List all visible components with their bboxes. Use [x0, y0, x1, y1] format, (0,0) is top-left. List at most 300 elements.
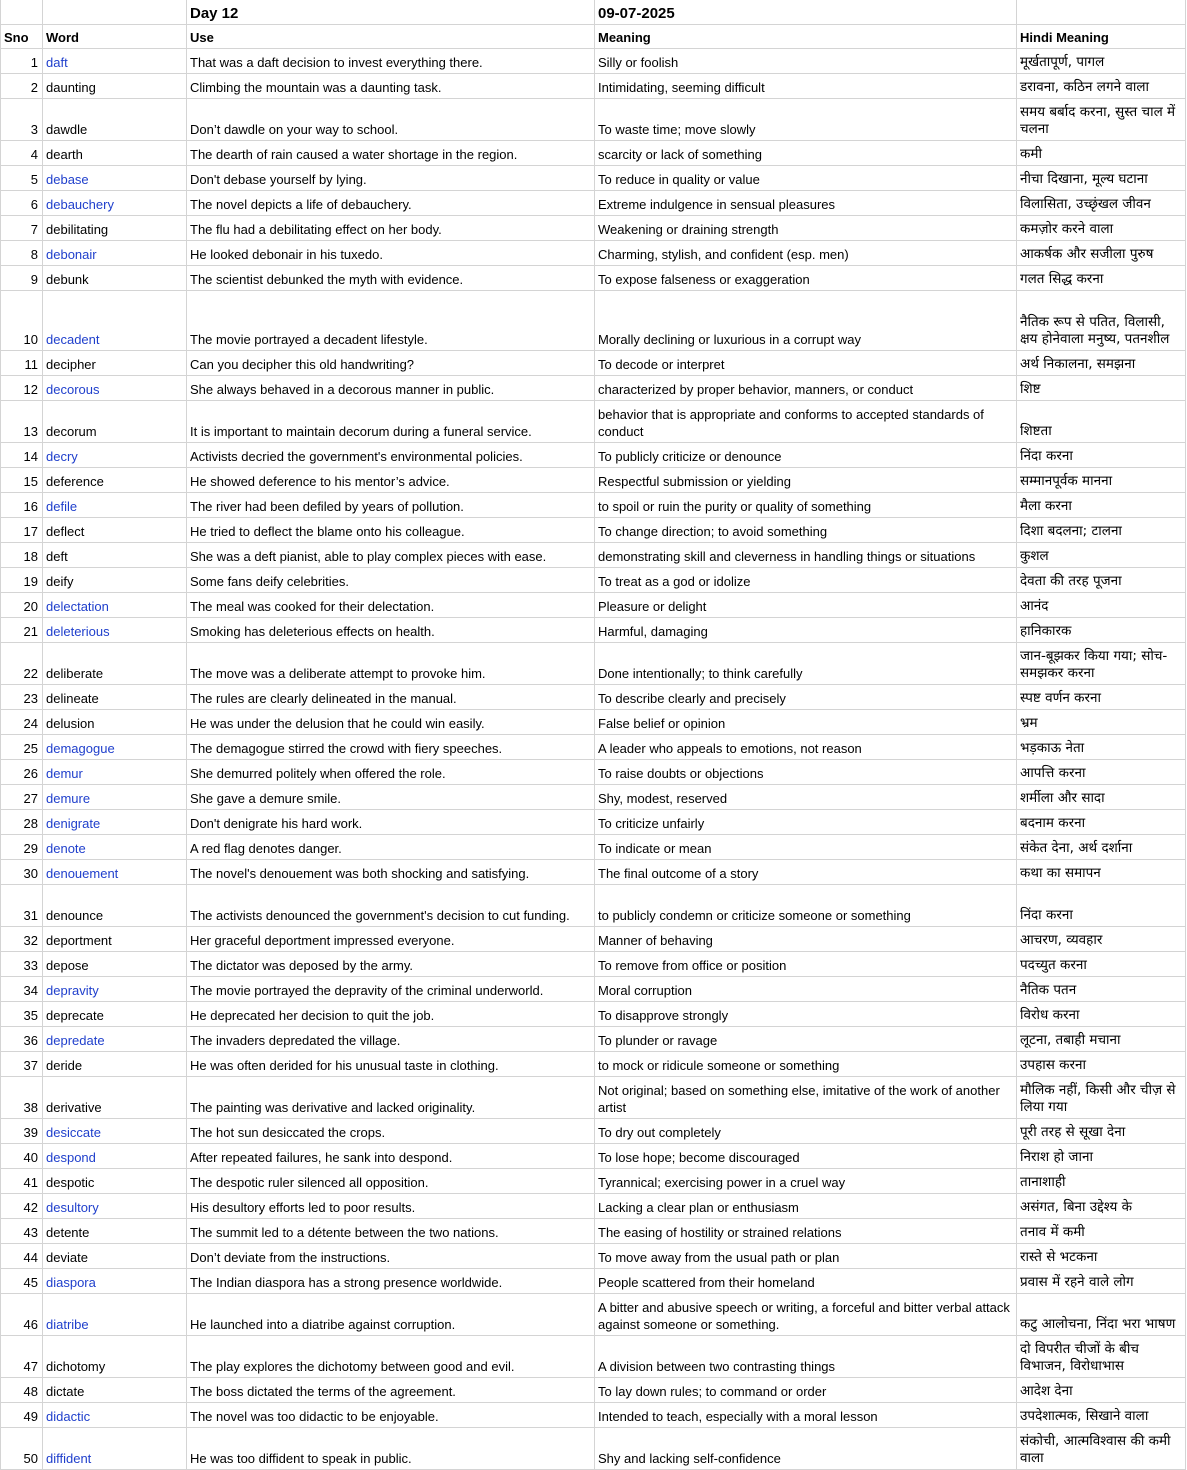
table-row [1, 191, 1186, 216]
use-cell[interactable]: The Indian diaspora has a strong presence worldwide. [187, 1269, 595, 1294]
word-cell[interactable]: diatribe [43, 1294, 187, 1336]
table-row [1, 1002, 1186, 1027]
meaning-cell[interactable]: To raise doubts or objections [595, 760, 1017, 785]
meaning-cell[interactable]: To dry out completely [595, 1119, 1017, 1144]
table-row [1, 810, 1186, 835]
sno-cell[interactable]: 24 [1, 710, 43, 735]
word-cell[interactable]: daft [43, 49, 187, 74]
use-cell[interactable]: The dearth of rain caused a water shortage in the region. [187, 141, 595, 166]
sno-cell[interactable]: 36 [1, 1027, 43, 1052]
word-cell[interactable]: deference [43, 468, 187, 493]
sno-cell[interactable]: 1 [1, 49, 43, 74]
meaning-cell[interactable]: To treat as a god or idolize [595, 568, 1017, 593]
meaning-cell[interactable]: A bitter and abusive speech or writing, a forceful and bitter verbal attack against someone or something. [595, 1294, 1017, 1336]
sno-cell[interactable]: 21 [1, 618, 43, 643]
meaning-cell[interactable]: scarcity or lack of something [595, 141, 1017, 166]
sno-cell[interactable]: 27 [1, 785, 43, 810]
sno-cell[interactable]: 43 [1, 1219, 43, 1244]
meaning-cell[interactable]: Moral corruption [595, 977, 1017, 1002]
word-cell[interactable]: desiccate [43, 1119, 187, 1144]
word-cell[interactable]: deride [43, 1052, 187, 1077]
use-cell[interactable]: She was a deft pianist, able to play complex pieces with ease. [187, 543, 595, 568]
word-cell[interactable]: decadent [43, 291, 187, 351]
hindi-cell[interactable]: तानाशाही [1017, 1169, 1186, 1194]
use-cell[interactable]: He showed deference to his mentor’s advice. [187, 468, 595, 493]
meaning-cell[interactable]: Lacking a clear plan or enthusiasm [595, 1194, 1017, 1219]
title-cell-b[interactable] [43, 0, 187, 25]
sno-cell[interactable]: 8 [1, 241, 43, 266]
hindi-cell[interactable]: पूरी तरह से सूखा देना [1017, 1119, 1186, 1144]
use-cell[interactable]: The river had been defiled by years of pollution. [187, 493, 595, 518]
use-cell[interactable]: The summit led to a détente between the two nations. [187, 1219, 595, 1244]
word-cell[interactable]: denounce [43, 885, 187, 927]
table-row [1, 1052, 1186, 1077]
meaning-cell[interactable]: characterized by proper behavior, manners, or conduct [595, 376, 1017, 401]
word-cell[interactable]: deft [43, 543, 187, 568]
word-cell[interactable]: denote [43, 835, 187, 860]
meaning-cell[interactable]: Extreme indulgence in sensual pleasures [595, 191, 1017, 216]
meaning-cell[interactable]: A leader who appeals to emotions, not reason [595, 735, 1017, 760]
title-cell-a[interactable] [1, 0, 43, 25]
word-cell[interactable]: deviate [43, 1244, 187, 1269]
sno-cell[interactable]: 41 [1, 1169, 43, 1194]
sno-cell[interactable]: 44 [1, 1244, 43, 1269]
sno-cell[interactable]: 33 [1, 952, 43, 977]
hindi-cell[interactable]: सम्मानपूर्वक मानना [1017, 468, 1186, 493]
table-row [1, 1119, 1186, 1144]
word-cell[interactable]: didactic [43, 1403, 187, 1428]
hindi-cell[interactable]: आनंद [1017, 593, 1186, 618]
use-cell[interactable]: The scientist debunked the myth with evidence. [187, 266, 595, 291]
meaning-cell[interactable]: To lay down rules; to command or order [595, 1378, 1017, 1403]
use-cell[interactable]: The invaders depredated the village. [187, 1027, 595, 1052]
hindi-cell[interactable]: स्पष्ट वर्णन करना [1017, 685, 1186, 710]
sno-cell[interactable]: 11 [1, 351, 43, 376]
table-row [1, 49, 1186, 74]
sno-cell[interactable]: 16 [1, 493, 43, 518]
sno-cell[interactable]: 31 [1, 885, 43, 927]
word-cell[interactable]: demagogue [43, 735, 187, 760]
meaning-cell[interactable]: To indicate or mean [595, 835, 1017, 860]
table-row [1, 351, 1186, 376]
hindi-cell[interactable]: कटु आलोचना, निंदा भरा भाषण [1017, 1294, 1186, 1336]
meaning-cell[interactable]: Harmful, damaging [595, 618, 1017, 643]
hindi-cell[interactable]: शर्मीला और सादा [1017, 785, 1186, 810]
use-cell[interactable]: He launched into a diatribe against corruption. [187, 1294, 595, 1336]
hindi-cell[interactable]: आपत्ति करना [1017, 760, 1186, 785]
sno-cell[interactable]: 42 [1, 1194, 43, 1219]
hindi-cell[interactable]: रास्ते से भटकना [1017, 1244, 1186, 1269]
sno-cell[interactable]: 18 [1, 543, 43, 568]
hindi-cell[interactable]: डरावना, कठिन लगने वाला [1017, 74, 1186, 99]
use-cell[interactable]: A red flag denotes danger. [187, 835, 595, 860]
hindi-cell[interactable]: कथा का समापन [1017, 860, 1186, 885]
use-cell[interactable]: She demurred politely when offered the role. [187, 760, 595, 785]
use-cell[interactable]: He looked debonair in his tuxedo. [187, 241, 595, 266]
word-cell[interactable]: derivative [43, 1077, 187, 1119]
use-cell[interactable]: That was a daft decision to invest everything there. [187, 49, 595, 74]
table-row [1, 685, 1186, 710]
meaning-cell[interactable]: Silly or foolish [595, 49, 1017, 74]
sno-cell[interactable]: 50 [1, 1428, 43, 1470]
sno-cell[interactable]: 17 [1, 518, 43, 543]
sno-cell[interactable]: 15 [1, 468, 43, 493]
hindi-cell[interactable]: पदच्युत करना [1017, 952, 1186, 977]
use-cell[interactable]: The activists denounced the government's decision to cut funding. [187, 885, 595, 927]
title-cell-e[interactable] [1017, 0, 1186, 25]
meaning-cell[interactable]: To decode or interpret [595, 351, 1017, 376]
hindi-cell[interactable]: कमज़ोर करने वाला [1017, 216, 1186, 241]
meaning-cell[interactable]: To change direction; to avoid something [595, 518, 1017, 543]
table-row [1, 1428, 1186, 1470]
sno-cell[interactable]: 7 [1, 216, 43, 241]
use-cell[interactable]: The dictator was deposed by the army. [187, 952, 595, 977]
day-label[interactable]: Day 12 [187, 0, 595, 25]
meaning-cell[interactable]: To publicly criticize or denounce [595, 443, 1017, 468]
meaning-cell[interactable]: To expose falseness or exaggeration [595, 266, 1017, 291]
sno-cell[interactable]: 5 [1, 166, 43, 191]
meaning-cell[interactable]: Intended to teach, especially with a moral lesson [595, 1403, 1017, 1428]
use-cell[interactable]: Don’t deviate from the instructions. [187, 1244, 595, 1269]
table-row [1, 1077, 1186, 1119]
table-row [1, 927, 1186, 952]
word-cell[interactable]: defile [43, 493, 187, 518]
word-cell[interactable]: dictate [43, 1378, 187, 1403]
hindi-cell[interactable]: देवता की तरह पूजना [1017, 568, 1186, 593]
hindi-cell[interactable]: कमी [1017, 141, 1186, 166]
use-cell[interactable]: Smoking has deleterious effects on health. [187, 618, 595, 643]
word-cell[interactable]: decorum [43, 401, 187, 443]
meaning-cell[interactable]: Intimidating, seeming difficult [595, 74, 1017, 99]
table-row [1, 266, 1186, 291]
table-row [1, 1244, 1186, 1269]
meaning-cell[interactable]: behavior that is appropriate and conforms to accepted standards of conduct [595, 401, 1017, 443]
use-cell[interactable]: Don’t dawdle on your way to school. [187, 99, 595, 141]
hindi-cell[interactable]: उपहास करना [1017, 1052, 1186, 1077]
sno-cell[interactable]: 47 [1, 1336, 43, 1378]
hindi-cell[interactable]: आचरण, व्यवहार [1017, 927, 1186, 952]
table-row [1, 99, 1186, 141]
header-use[interactable]: Use [187, 25, 595, 49]
word-cell[interactable]: deflect [43, 518, 187, 543]
hindi-cell[interactable]: दो विपरीत चीजों के बीच विभाजन, विरोधाभास [1017, 1336, 1186, 1378]
use-cell[interactable]: The movie portrayed a decadent lifestyle. [187, 291, 595, 351]
use-cell[interactable]: He deprecated her decision to quit the job. [187, 1002, 595, 1027]
word-cell[interactable]: diaspora [43, 1269, 187, 1294]
sno-cell[interactable]: 32 [1, 927, 43, 952]
sno-cell[interactable]: 30 [1, 860, 43, 885]
table-row [1, 291, 1186, 351]
use-cell[interactable]: After repeated failures, he sank into despond. [187, 1144, 595, 1169]
meaning-cell[interactable]: to publicly condemn or criticize someone or something [595, 885, 1017, 927]
use-cell[interactable]: Her graceful deportment impressed everyone. [187, 927, 595, 952]
word-cell[interactable]: dearth [43, 141, 187, 166]
hindi-cell[interactable]: प्रवास में रहने वाले लोग [1017, 1269, 1186, 1294]
word-cell[interactable]: despotic [43, 1169, 187, 1194]
table-row [1, 166, 1186, 191]
meaning-cell[interactable]: To remove from office or position [595, 952, 1017, 977]
hindi-cell[interactable]: आकर्षक और सजीला पुरुष [1017, 241, 1186, 266]
hindi-cell[interactable]: मैला करना [1017, 493, 1186, 518]
sno-cell[interactable]: 9 [1, 266, 43, 291]
meaning-cell[interactable]: The easing of hostility or strained relations [595, 1219, 1017, 1244]
hindi-cell[interactable]: विरोध करना [1017, 1002, 1186, 1027]
use-cell[interactable]: She gave a demure smile. [187, 785, 595, 810]
hindi-cell[interactable]: भ्रम [1017, 710, 1186, 735]
meaning-cell[interactable]: Tyrannical; exercising power in a cruel way [595, 1169, 1017, 1194]
word-cell[interactable]: depravity [43, 977, 187, 1002]
hindi-cell[interactable]: संकेत देना, अर्थ दर्शाना [1017, 835, 1186, 860]
use-cell[interactable]: The rules are clearly delineated in the manual. [187, 685, 595, 710]
hindi-cell[interactable]: निंदा करना [1017, 885, 1186, 927]
meaning-cell[interactable]: People scattered from their homeland [595, 1269, 1017, 1294]
sno-cell[interactable]: 13 [1, 401, 43, 443]
sno-cell[interactable]: 14 [1, 443, 43, 468]
word-cell[interactable]: debilitating [43, 216, 187, 241]
table-row [1, 1169, 1186, 1194]
hindi-cell[interactable]: नैतिक रूप से पतित, विलासी, क्षय होनेवाला मनुष्य, पतनशील [1017, 291, 1186, 351]
table-row [1, 1269, 1186, 1294]
meaning-cell[interactable]: Respectful submission or yielding [595, 468, 1017, 493]
table-row [1, 216, 1186, 241]
sno-cell[interactable]: 45 [1, 1269, 43, 1294]
table-row [1, 443, 1186, 468]
sno-cell[interactable]: 26 [1, 760, 43, 785]
sno-cell[interactable]: 12 [1, 376, 43, 401]
word-cell[interactable]: delineate [43, 685, 187, 710]
meaning-cell[interactable]: Shy and lacking self-confidence [595, 1428, 1017, 1470]
use-cell[interactable]: The novel was too didactic to be enjoyable. [187, 1403, 595, 1428]
sno-cell[interactable]: 2 [1, 74, 43, 99]
sno-cell[interactable]: 23 [1, 685, 43, 710]
hindi-cell[interactable]: निराश हो जाना [1017, 1144, 1186, 1169]
table-row [1, 1403, 1186, 1428]
hindi-cell[interactable]: नैतिक पतन [1017, 977, 1186, 1002]
word-cell[interactable]: dichotomy [43, 1336, 187, 1378]
hindi-cell[interactable]: मौलिक नहीं, किसी और चीज़ से लिया गया [1017, 1077, 1186, 1119]
use-cell[interactable]: The novel depicts a life of debauchery. [187, 191, 595, 216]
word-cell[interactable]: debunk [43, 266, 187, 291]
sno-cell[interactable]: 22 [1, 643, 43, 685]
word-cell[interactable]: despond [43, 1144, 187, 1169]
hindi-cell[interactable]: दिशा बदलना; टालना [1017, 518, 1186, 543]
sno-cell[interactable]: 19 [1, 568, 43, 593]
hindi-cell[interactable]: बदनाम करना [1017, 810, 1186, 835]
meaning-cell[interactable]: to mock or ridicule someone or something [595, 1052, 1017, 1077]
sno-cell[interactable]: 37 [1, 1052, 43, 1077]
sno-cell[interactable]: 35 [1, 1002, 43, 1027]
use-cell[interactable]: The novel's denouement was both shocking and satisfying. [187, 860, 595, 885]
sno-cell[interactable]: 34 [1, 977, 43, 1002]
word-cell[interactable]: daunting [43, 74, 187, 99]
meaning-cell[interactable]: To describe clearly and precisely [595, 685, 1017, 710]
word-cell[interactable]: diffident [43, 1428, 187, 1470]
sheet-date[interactable]: 09-07-2025 [595, 0, 1017, 25]
word-cell[interactable]: debauchery [43, 191, 187, 216]
table-row [1, 241, 1186, 266]
meaning-cell[interactable]: A division between two contrasting things [595, 1336, 1017, 1378]
word-cell[interactable]: debase [43, 166, 187, 191]
use-cell[interactable]: The hot sun desiccated the crops. [187, 1119, 595, 1144]
use-cell[interactable]: He was too diffident to speak in public. [187, 1428, 595, 1470]
word-cell[interactable]: deify [43, 568, 187, 593]
table-row [1, 468, 1186, 493]
use-cell[interactable]: The play explores the dichotomy between good and evil. [187, 1336, 595, 1378]
use-cell[interactable]: The flu had a debilitating effect on her body. [187, 216, 595, 241]
table-row [1, 518, 1186, 543]
header-sno[interactable]: Sno [1, 25, 43, 49]
hindi-cell[interactable]: मूर्खतापूर्ण, पागल [1017, 49, 1186, 74]
sno-cell[interactable]: 6 [1, 191, 43, 216]
sno-cell[interactable]: 20 [1, 593, 43, 618]
word-cell[interactable]: delectation [43, 593, 187, 618]
use-cell[interactable]: Some fans deify celebrities. [187, 568, 595, 593]
hindi-cell[interactable]: हानिकारक [1017, 618, 1186, 643]
hindi-cell[interactable]: तनाव में कमी [1017, 1219, 1186, 1244]
word-cell[interactable]: decry [43, 443, 187, 468]
sno-cell[interactable]: 4 [1, 141, 43, 166]
hindi-cell[interactable]: अर्थ निकालना, समझना [1017, 351, 1186, 376]
table-row [1, 141, 1186, 166]
word-cell[interactable]: delusion [43, 710, 187, 735]
meaning-cell[interactable]: To lose hope; become discouraged [595, 1144, 1017, 1169]
table-row [1, 1294, 1186, 1336]
hindi-cell[interactable]: शिष्टता [1017, 401, 1186, 443]
use-cell[interactable]: He tried to deflect the blame onto his colleague. [187, 518, 595, 543]
use-cell[interactable]: He was often derided for his unusual taste in clothing. [187, 1052, 595, 1077]
hindi-cell[interactable]: लूटना, तबाही मचाना [1017, 1027, 1186, 1052]
meaning-cell[interactable]: to spoil or ruin the purity or quality of something [595, 493, 1017, 518]
table-row [1, 376, 1186, 401]
meaning-cell[interactable]: Manner of behaving [595, 927, 1017, 952]
use-cell[interactable]: Don't debase yourself by lying. [187, 166, 595, 191]
table-row [1, 74, 1186, 99]
sno-cell[interactable]: 10 [1, 291, 43, 351]
use-cell[interactable]: The demagogue stirred the crowd with fiery speeches. [187, 735, 595, 760]
meaning-cell[interactable]: Pleasure or delight [595, 593, 1017, 618]
table-row [1, 860, 1186, 885]
meaning-cell[interactable]: To plunder or ravage [595, 1027, 1017, 1052]
use-cell[interactable]: He was under the delusion that he could win easily. [187, 710, 595, 735]
title-row [1, 0, 1186, 25]
sno-cell[interactable]: 25 [1, 735, 43, 760]
hindi-cell[interactable]: संकोची, आत्मविश्वास की कमी वाला [1017, 1428, 1186, 1470]
use-cell[interactable]: Can you decipher this old handwriting? [187, 351, 595, 376]
header-hindi[interactable]: Hindi Meaning [1017, 25, 1186, 49]
use-cell[interactable]: The meal was cooked for their delectation. [187, 593, 595, 618]
word-cell[interactable]: decipher [43, 351, 187, 376]
word-cell[interactable]: demure [43, 785, 187, 810]
hindi-cell[interactable]: निंदा करना [1017, 443, 1186, 468]
word-cell[interactable]: debonair [43, 241, 187, 266]
word-cell[interactable]: dawdle [43, 99, 187, 141]
word-cell[interactable]: depredate [43, 1027, 187, 1052]
sno-cell[interactable]: 3 [1, 99, 43, 141]
sno-cell[interactable]: 29 [1, 835, 43, 860]
word-cell[interactable]: detente [43, 1219, 187, 1244]
sno-cell[interactable]: 48 [1, 1378, 43, 1403]
word-cell[interactable]: denouement [43, 860, 187, 885]
hindi-cell[interactable]: शिष्ट [1017, 376, 1186, 401]
hindi-cell[interactable]: कुशल [1017, 543, 1186, 568]
sno-cell[interactable]: 40 [1, 1144, 43, 1169]
meaning-cell[interactable]: To reduce in quality or value [595, 166, 1017, 191]
table-row [1, 760, 1186, 785]
word-cell[interactable]: deportment [43, 927, 187, 952]
word-cell[interactable]: denigrate [43, 810, 187, 835]
use-cell[interactable]: She always behaved in a decorous manner in public. [187, 376, 595, 401]
meaning-cell[interactable]: Morally declining or luxurious in a corrupt way [595, 291, 1017, 351]
use-cell[interactable]: Don't denigrate his hard work. [187, 810, 595, 835]
hindi-cell[interactable]: नीचा दिखाना, मूल्य घटाना [1017, 166, 1186, 191]
hindi-cell[interactable]: आदेश देना [1017, 1378, 1186, 1403]
use-cell[interactable]: His desultory efforts led to poor results. [187, 1194, 595, 1219]
meaning-cell[interactable]: The final outcome of a story [595, 860, 1017, 885]
sno-cell[interactable]: 46 [1, 1294, 43, 1336]
sno-cell[interactable]: 49 [1, 1403, 43, 1428]
use-cell[interactable]: The painting was derivative and lacked originality. [187, 1077, 595, 1119]
meaning-cell[interactable]: Shy, modest, reserved [595, 785, 1017, 810]
word-cell[interactable]: deleterious [43, 618, 187, 643]
word-cell[interactable]: desultory [43, 1194, 187, 1219]
table-row [1, 735, 1186, 760]
meaning-cell[interactable]: To waste time; move slowly [595, 99, 1017, 141]
sheet-body [1, 0, 1186, 1470]
use-cell[interactable]: The boss dictated the terms of the agreement. [187, 1378, 595, 1403]
use-cell[interactable]: It is important to maintain decorum during a funeral service. [187, 401, 595, 443]
meaning-cell[interactable]: To disapprove strongly [595, 1002, 1017, 1027]
word-cell[interactable]: decorous [43, 376, 187, 401]
table-row [1, 977, 1186, 1002]
hindi-cell[interactable]: भड़काऊ नेता [1017, 735, 1186, 760]
table-row [1, 952, 1186, 977]
use-cell[interactable]: Activists decried the government's environmental policies. [187, 443, 595, 468]
word-cell[interactable]: deliberate [43, 643, 187, 685]
table-row [1, 710, 1186, 735]
hindi-cell[interactable]: असंगत, बिना उद्देश्य के [1017, 1194, 1186, 1219]
table-row [1, 885, 1186, 927]
meaning-cell[interactable]: To criticize unfairly [595, 810, 1017, 835]
use-cell[interactable]: The despotic ruler silenced all opposition. [187, 1169, 595, 1194]
meaning-cell[interactable]: Done intentionally; to think carefully [595, 643, 1017, 685]
meaning-cell[interactable]: demonstrating skill and cleverness in handling things or situations [595, 543, 1017, 568]
table-row [1, 493, 1186, 518]
use-cell[interactable]: Climbing the mountain was a daunting task. [187, 74, 595, 99]
use-cell[interactable]: The move was a deliberate attempt to provoke him. [187, 643, 595, 685]
hindi-cell[interactable]: समय बर्बाद करना, सुस्त चाल में चलना [1017, 99, 1186, 141]
hindi-cell[interactable]: गलत सिद्ध करना [1017, 266, 1186, 291]
meaning-cell[interactable]: To move away from the usual path or plan [595, 1244, 1017, 1269]
use-cell[interactable]: The movie portrayed the depravity of the criminal underworld. [187, 977, 595, 1002]
hindi-cell[interactable]: उपदेशात्मक, सिखाने वाला [1017, 1403, 1186, 1428]
header-meaning[interactable]: Meaning [595, 25, 1017, 49]
meaning-cell[interactable]: False belief or opinion [595, 710, 1017, 735]
meaning-cell[interactable]: Charming, stylish, and confident (esp. men) [595, 241, 1017, 266]
sno-cell[interactable]: 39 [1, 1119, 43, 1144]
word-cell[interactable]: depose [43, 952, 187, 977]
hindi-cell[interactable]: विलासिता, उच्छृंखल जीवन [1017, 191, 1186, 216]
header-word[interactable]: Word [43, 25, 187, 49]
word-cell[interactable]: demur [43, 760, 187, 785]
sno-cell[interactable]: 38 [1, 1077, 43, 1119]
sno-cell[interactable]: 28 [1, 810, 43, 835]
meaning-cell[interactable]: Not original; based on something else, imitative of the work of another artist [595, 1077, 1017, 1119]
table-row [1, 593, 1186, 618]
header-row [1, 25, 1186, 49]
hindi-cell[interactable]: जान-बूझकर किया गया; सोच-समझकर करना [1017, 643, 1186, 685]
meaning-cell[interactable]: Weakening or draining strength [595, 216, 1017, 241]
word-cell[interactable]: deprecate [43, 1002, 187, 1027]
